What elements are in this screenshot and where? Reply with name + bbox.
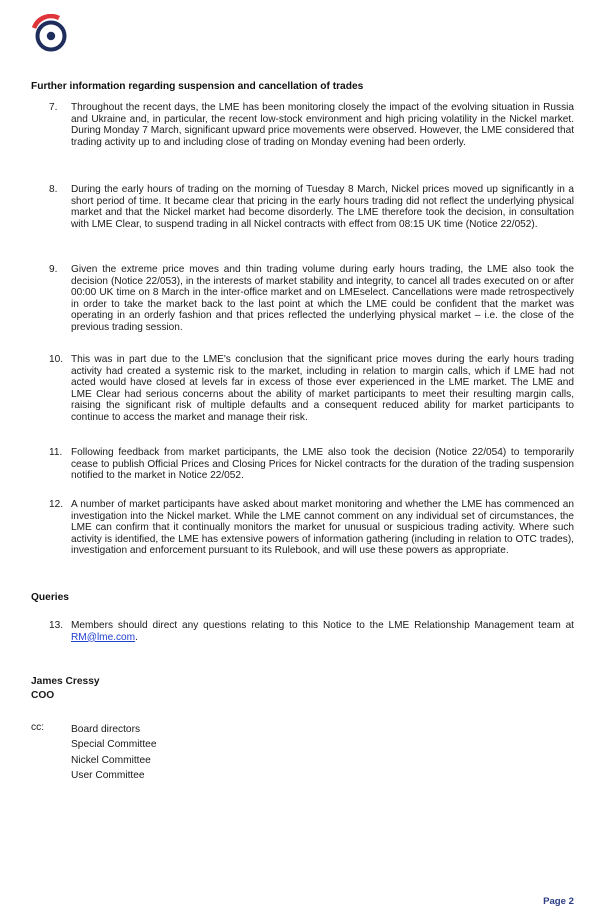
- section-heading-further-information: Further information regarding suspension and cancellation of trades: [31, 81, 364, 92]
- paragraph-text-after: .: [135, 631, 138, 643]
- paragraph-number: 7.: [49, 102, 58, 113]
- paragraph-text: Given the extreme price moves and thin trading volume during early hours trading, the LME also took the decision (Notice 22/053), in the interests of market stability and integrity, to cancel all trades executed on or after 00:00 UK time on 8 March in the inter-office market and on LMEselect. Cancellations were made retrospectively in order to take the market back to the last point at which the LME could be confident that the market was operating in an orderly fashion and that prices reflected the underlying physical market – i.e. the close of the previous trading session.: [71, 264, 574, 333]
- cc-label: cc:: [31, 722, 45, 733]
- paragraph-text: During the early hours of trading on the morning of Tuesday 8 March, Nickel prices moved up significantly in a short period of time. It became clear that pricing in the early hours trading did not reflect the underlying physical market and that the Nickel market had become disorderly. The LME therefore took the decision, in consultation with LME Clear, to suspend trading in all Nickel contracts with effect from 08:15 UK time (Notice 22/052).: [71, 184, 574, 230]
- paragraph-11: [49, 447, 574, 482]
- paragraph-number: 10.: [49, 354, 64, 365]
- paragraph-text: A number of market participants have asked about market monitoring and whether the LME has commenced an investigation into the Nickel market. While the LME cannot comment on any individual set of circumstances, the LME can confirm that it continually monitors the market for unusual or suspicious trading activity. Where such activity is identified, the LME has extensive powers of information gathering (including in relation to OTC trades), investigation and enforcement pursuant to its Rulebook, and will use these powers as appropriate.: [71, 499, 574, 557]
- paragraph-text: [71, 620, 574, 643]
- paragraph-13: [49, 620, 574, 643]
- paragraph-text: Throughout the recent days, the LME has been monitoring closely the impact of the evolving situation in Russia and Ukraine and, in particular, the recent low-stock environment and high pricing volatility in the Nickel market. During Monday 7 March, significant upward price movements were observed. However, the LME considered that trading activity up to and including close of trading on Monday evening had been orderly.: [71, 102, 574, 148]
- paragraph-number: 12.: [49, 499, 64, 510]
- paragraph-number: 11.: [49, 447, 63, 458]
- page-number: Page 2: [543, 896, 574, 907]
- cc-recipient-list: [71, 722, 157, 784]
- paragraph-text-before: Members should direct any questions relating to this Notice to the LME Relationship Management team at: [71, 620, 574, 631]
- signer-title: COO: [31, 690, 55, 701]
- paragraph-12: [49, 499, 574, 557]
- paragraph-10: [49, 354, 574, 424]
- email-link[interactable]: RM@lme.com: [71, 631, 136, 643]
- signer-name: James Cressy: [31, 676, 100, 687]
- paragraph-number: 8.: [49, 184, 58, 195]
- paragraph-number: 13.: [49, 620, 64, 631]
- lme-logo: [29, 14, 71, 54]
- cc-recipient: Special Committee: [71, 739, 157, 751]
- paragraph-9: [49, 264, 574, 334]
- paragraph-7: [49, 102, 574, 148]
- paragraph-text: This was in part due to the LME's conclusion that the significant price moves during the early hours trading activity had created a systemic risk to the market, including in relation to margin calls, which if LME had not acted would have closed at levels far in excess of those ever experienced in the LME market. The LME and LME Clear had serious concerns about the ability of market participants to meet their resulting margin calls, raising the significant risk of multiple defaults and a consequent reduced ability for market participants to continue to access the market and manage their risk.: [71, 354, 574, 423]
- section-heading-queries: Queries: [31, 592, 69, 603]
- paragraph-number: 9.: [49, 264, 58, 275]
- cc-recipient: Nickel Committee: [71, 754, 151, 766]
- cc-recipient: Board directors: [71, 724, 141, 735]
- cc-recipient: User Committee: [71, 770, 145, 782]
- paragraph-text: Following feedback from market participants, the LME also took the decision (Notice 22/054) to temporarily cease to publish Official Prices and Closing Prices for Nickel contracts for the duration of the trading suspension notified to the market in Notice 22/052.: [71, 447, 574, 482]
- paragraph-8: [49, 184, 574, 230]
